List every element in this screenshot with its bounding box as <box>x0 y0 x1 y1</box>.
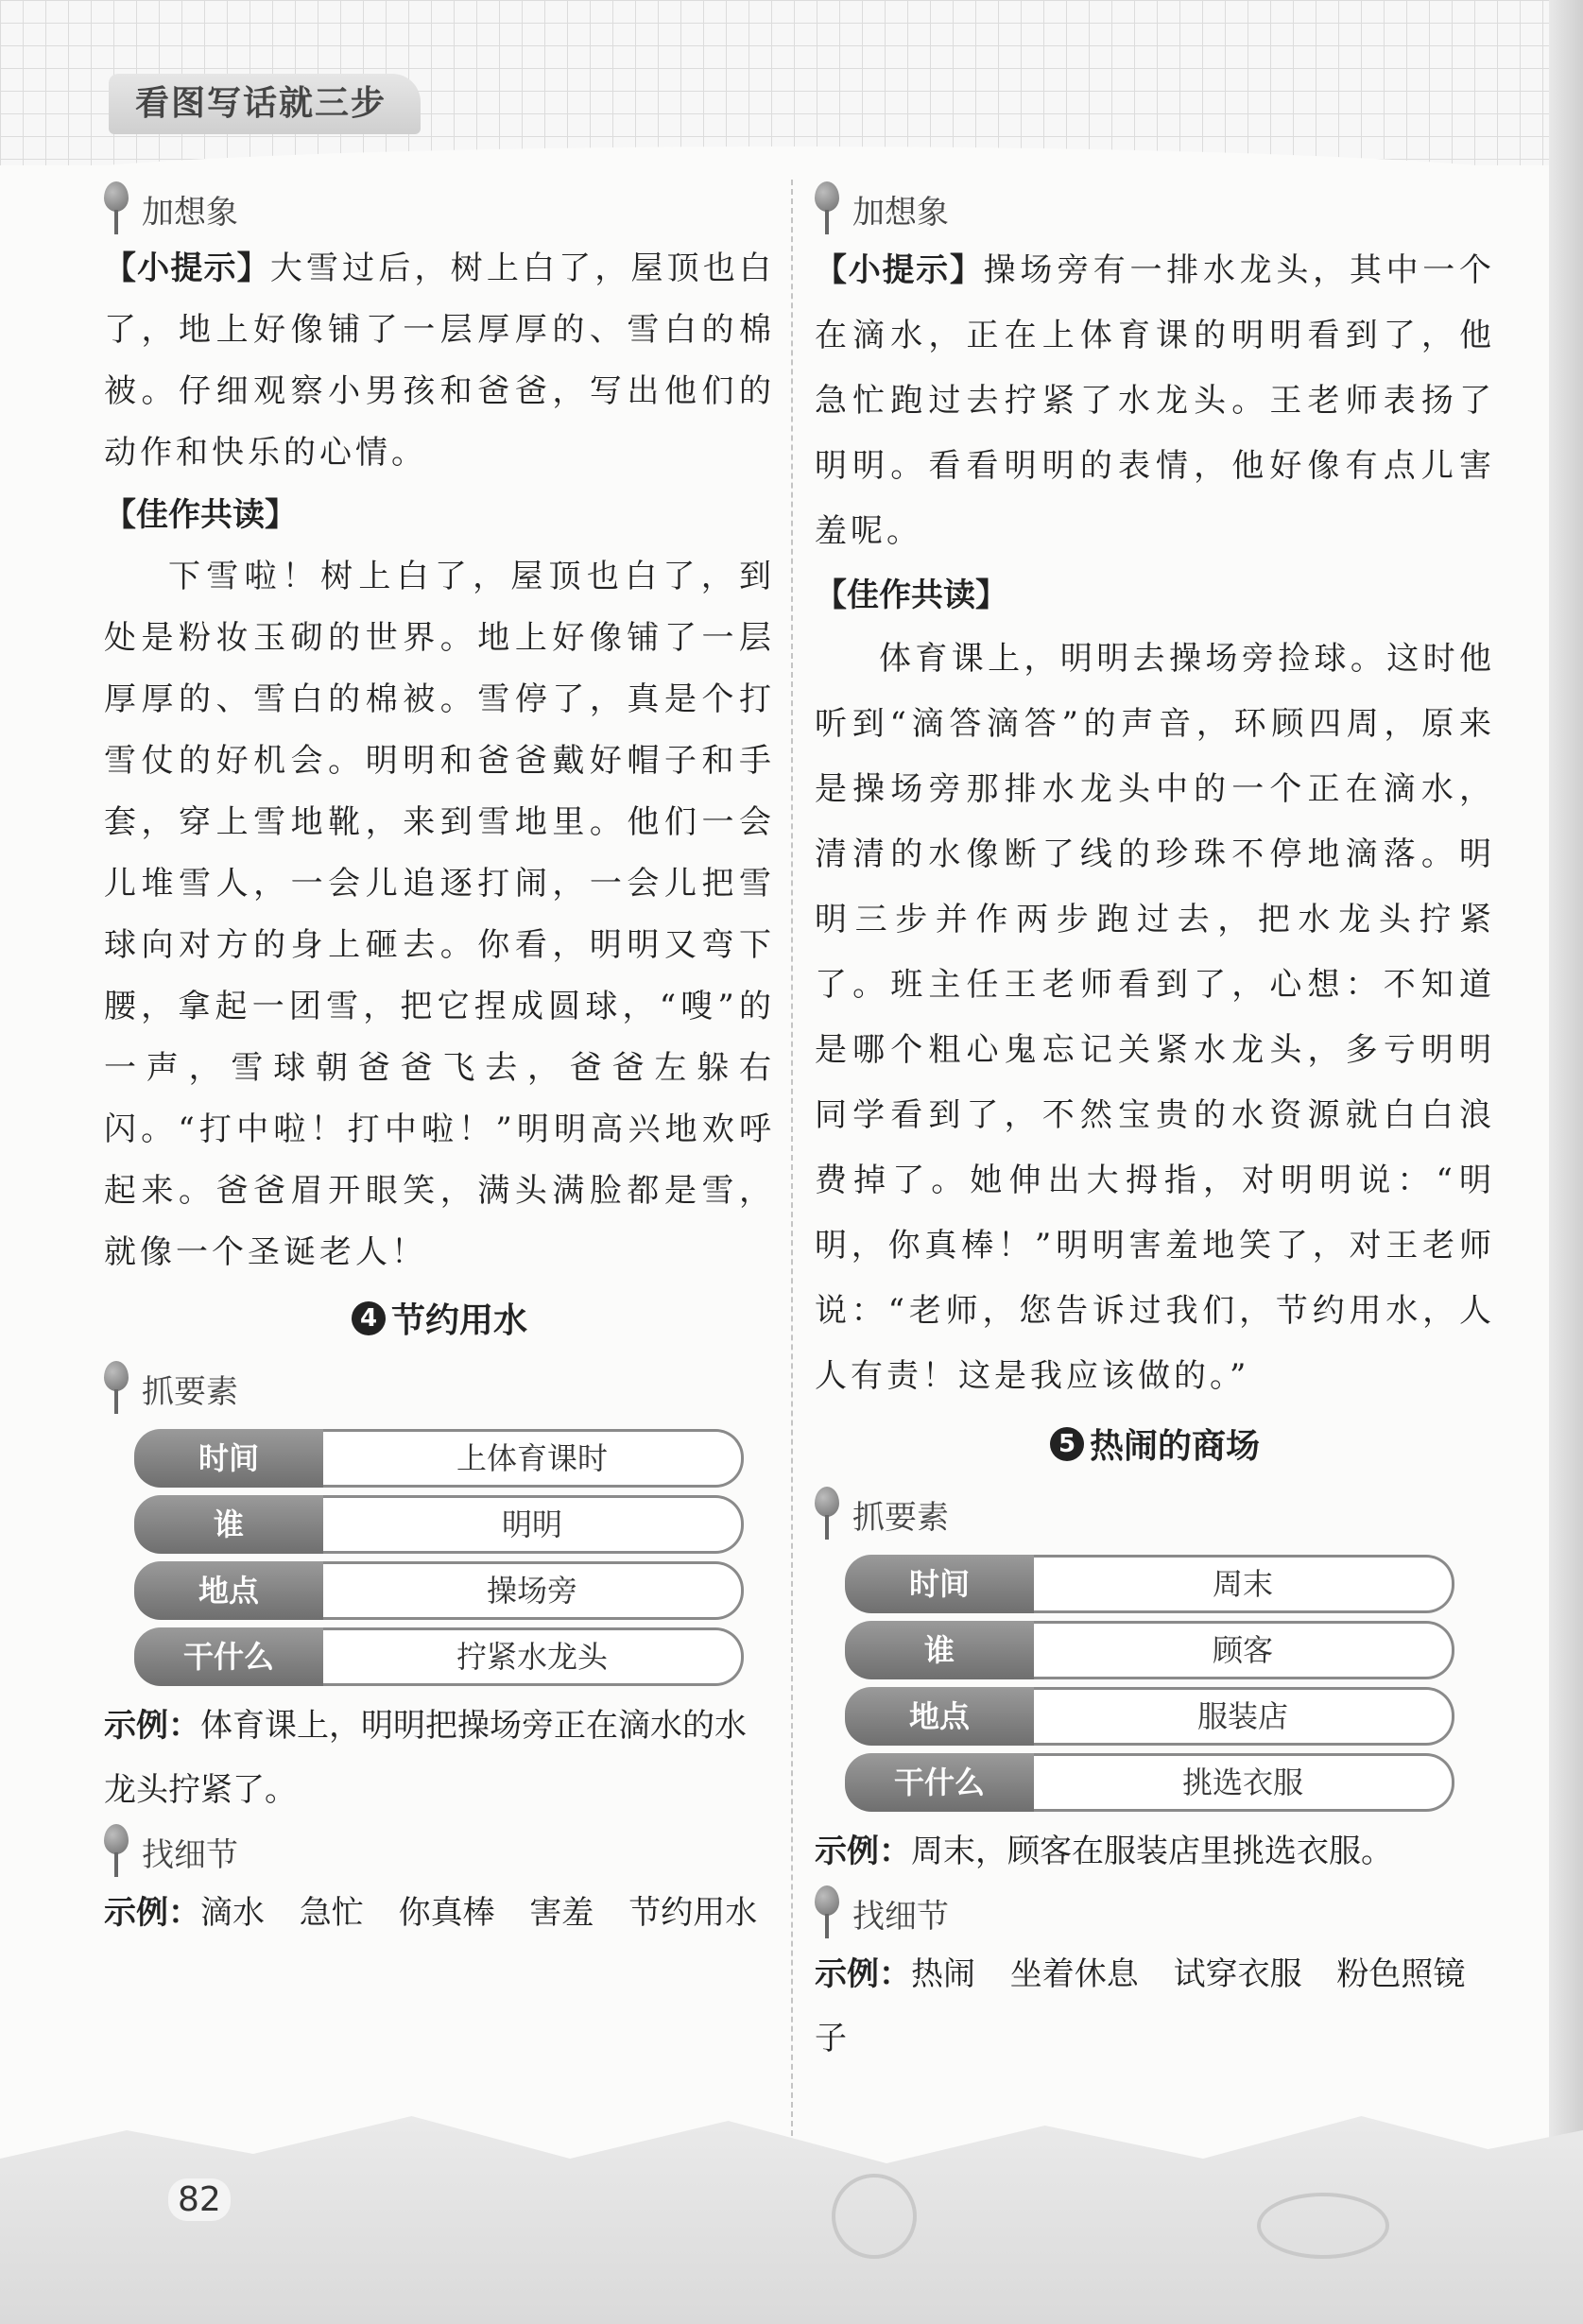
row-value: 明明 <box>323 1495 744 1554</box>
details-examples: 示例：热闹 坐着休息 试穿衣服 粉色照镜子 <box>815 1955 1466 2057</box>
elements-heading: 抓要素 <box>104 1359 775 1418</box>
table-row <box>134 1627 744 1686</box>
table-row <box>134 1429 744 1488</box>
table-row <box>845 1687 1454 1746</box>
essay-tag: 【佳作共读】 <box>815 577 1007 614</box>
pin-icon <box>815 1885 839 1940</box>
imagine-heading: 加想象 <box>815 180 1495 238</box>
ufo-decoration-icon <box>1257 2193 1389 2259</box>
hint-text: 大雪过后，树上白了，屋顶也白了，地上好像铺了一层厚厚的、雪白的棉被。仔细观察小男孩和爸爸，写出他们的动作和快乐的心情。 <box>104 250 776 472</box>
details-heading: 找细节 <box>815 1884 1495 1942</box>
table-row <box>134 1495 744 1554</box>
hint-paragraph <box>815 238 1495 564</box>
table-row <box>134 1561 744 1620</box>
row-value: 挑选衣服 <box>1034 1753 1454 1812</box>
right-column <box>815 180 1495 2071</box>
column-divider <box>791 180 793 2136</box>
essay-text: 下雪啦！树上白了，屋顶也白了，到处是粉妆玉砌的世界。地上好像铺了一层厚厚的、雪白的棉被。雪停了，真是个打雪仗的好机会。明明和爸爸戴好帽子和手套，穿上雪地靴，来到雪地里。他们一会儿堆雪人，一会儿追逐打闹，一会儿把雪球向对方的身上砸去。你看，明明又弯下腰，拿起一团雪，把它捏成圆球，“嗖”的一声，雪球朝爸爸飞去，爸爸左躲右闪。“打中啦！打中啦！”明明高兴地欢呼起来。爸爸眉开眼笑，满头满脸都是雪，就像一个圣诞老人！ <box>104 558 775 1271</box>
elements-table <box>134 1429 775 1686</box>
pin-icon <box>104 1361 129 1416</box>
pin-icon <box>815 181 839 236</box>
row-key: 干什么 <box>845 1753 1034 1812</box>
row-key: 谁 <box>845 1621 1034 1679</box>
page-header-title: 看图写话就三步 <box>109 74 421 134</box>
elements-table <box>845 1555 1495 1812</box>
row-value: 上体育课时 <box>323 1429 744 1488</box>
row-key: 地点 <box>134 1561 323 1620</box>
table-row <box>845 1753 1454 1812</box>
hint-text: 操场旁有一排水龙头，其中一个在滴水，正在上体育课的明明看到了，他急忙跑过去拧紧了水龙头。王老师表扬了明明。看看明明的表情，他好像有点儿害羞呢。 <box>815 251 1496 550</box>
row-key: 时间 <box>845 1555 1034 1613</box>
pin-icon <box>104 181 129 236</box>
row-value: 服装店 <box>1034 1687 1454 1746</box>
row-key: 干什么 <box>134 1627 323 1686</box>
left-column <box>104 180 775 1945</box>
page-edge-strip <box>1549 0 1583 2324</box>
row-key: 时间 <box>134 1429 323 1488</box>
row-value: 周末 <box>1034 1555 1454 1613</box>
row-key: 谁 <box>134 1495 323 1554</box>
pin-icon <box>815 1487 839 1541</box>
imagine-heading: 加想象 <box>104 180 775 238</box>
hint-paragraph <box>104 238 775 484</box>
topic-number: 5 <box>1050 1427 1084 1461</box>
row-value: 顾客 <box>1034 1621 1454 1679</box>
table-row <box>845 1555 1454 1613</box>
page-number: 82 <box>168 2178 231 2221</box>
table-row <box>845 1621 1454 1679</box>
row-value: 拧紧水龙头 <box>323 1627 744 1686</box>
example-sentence: 示例：周末，顾客在服装店里挑选衣服。 <box>815 1833 1393 1870</box>
details-examples: 示例：滴水 急忙 你真棒 害羞 节约用水 <box>104 1894 758 1932</box>
topic-number: 4 <box>352 1301 386 1335</box>
swirl-decoration-icon <box>832 2174 917 2259</box>
example-sentence: 示例：体育课上，明明把操场旁正在滴水的水龙头拧紧了。 <box>104 1707 747 1809</box>
hint-tag: 【小提示】 <box>815 251 984 289</box>
elements-heading: 抓要素 <box>815 1485 1495 1543</box>
essay-tag: 【佳作共读】 <box>104 496 297 534</box>
hint-tag: 【小提示】 <box>104 250 270 287</box>
essay-text: 体育课上，明明去操场旁捡球。这时他听到“滴答滴答”的声音，环顾四周，原来是操场旁那排水龙头中的一个正在滴水，清清的水像断了线的珍珠不停地滴落。明明三步并作两步跑过去，把水龙头拧紧了。班主任王老师看到了，心想：不知道是哪个粗心鬼忘记关紧水龙头，多亏明明同学看到了，不然宝贵的水资源就白白浪费掉了。她伸出大拇指，对明明说：“明明，你真棒！”明明害羞地笑了，对王老师说：“老师，您告诉过我们，节约用水，人人有责！这是我应该做的。” <box>815 640 1495 1395</box>
topic-title: 4 节约用水 <box>104 1283 775 1359</box>
details-heading: 找细节 <box>104 1822 775 1881</box>
pin-icon <box>104 1824 129 1879</box>
row-key: 地点 <box>845 1687 1034 1746</box>
row-value: 操场旁 <box>323 1561 744 1620</box>
topic-title: 5 热闹的商场 <box>815 1409 1495 1485</box>
